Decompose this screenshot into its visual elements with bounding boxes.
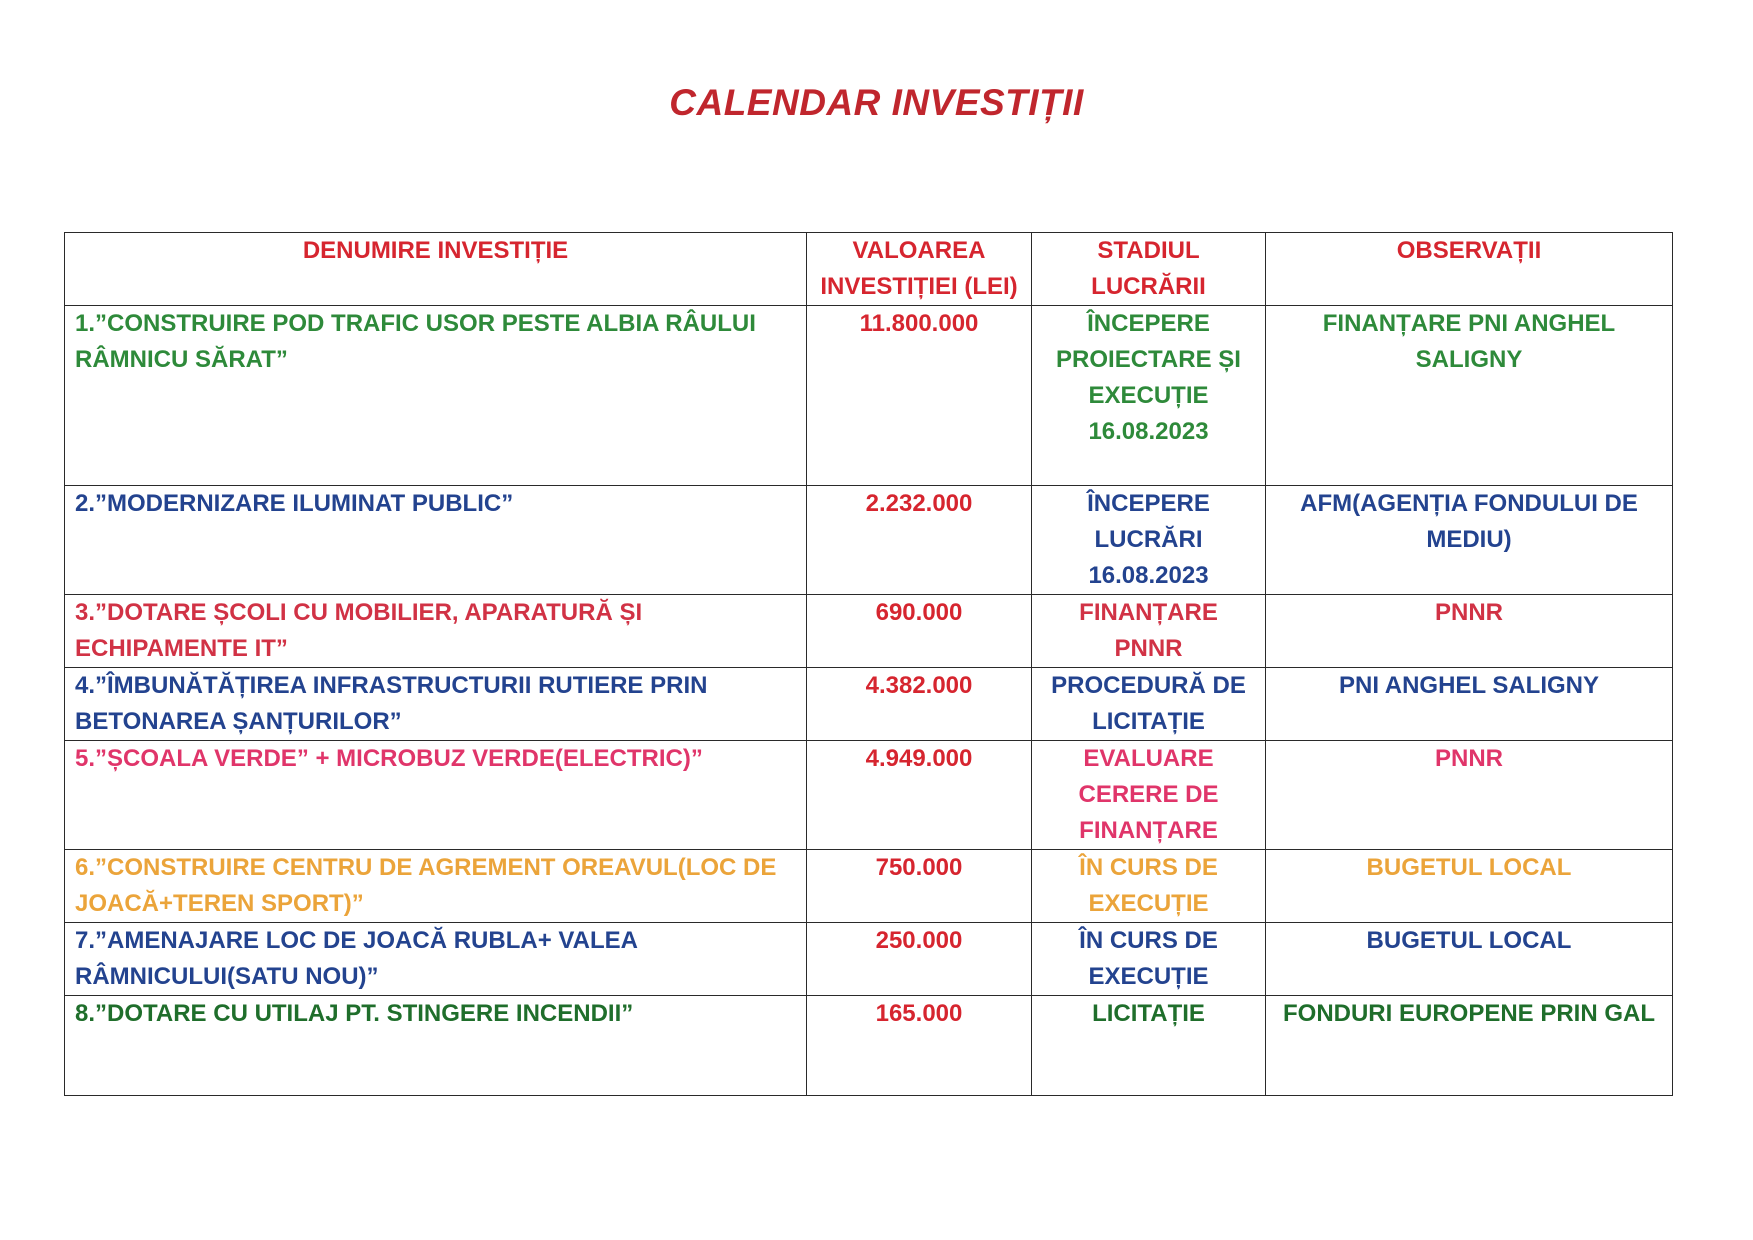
- investment-observations: PNNR: [1266, 741, 1673, 850]
- investment-name: 2.”MODERNIZARE ILUMINAT PUBLIC”: [65, 486, 807, 595]
- table-row: [65, 595, 1673, 668]
- table-row: [65, 741, 1673, 850]
- investment-observations: FONDURI EUROPENE PRIN GAL: [1266, 996, 1673, 1096]
- investment-observations: BUGETUL LOCAL: [1266, 850, 1673, 923]
- table-row: [65, 668, 1673, 741]
- header-value: VALOAREA INVESTIȚIEI (LEI): [807, 233, 1032, 306]
- investment-value: 250.000: [807, 923, 1032, 996]
- header-stage: STADIUL LUCRĂRII: [1032, 233, 1266, 306]
- investment-value: 4.382.000: [807, 668, 1032, 741]
- investment-observations: BUGETUL LOCAL: [1266, 923, 1673, 996]
- investment-name: 1.”CONSTRUIRE POD TRAFIC USOR PESTE ALBIA RÂULUI RÂMNICU SĂRAT”: [65, 306, 807, 486]
- investment-name: 5.”ȘCOALA VERDE” + MICROBUZ VERDE(ELECTRIC)”: [65, 741, 807, 850]
- page-title: CALENDAR INVESTIȚII: [669, 82, 1084, 123]
- investment-value: 750.000: [807, 850, 1032, 923]
- investment-observations: AFM(AGENȚIA FONDULUI DE MEDIU): [1266, 486, 1673, 595]
- investment-stage: ÎNCEPERE PROIECTARE ȘI EXECUȚIE 16.08.2023: [1032, 306, 1266, 486]
- table-row: [65, 486, 1673, 595]
- investment-name: 8.”DOTARE CU UTILAJ PT. STINGERE INCENDII”: [65, 996, 807, 1096]
- table-row: [65, 996, 1673, 1096]
- investment-observations: PNNR: [1266, 595, 1673, 668]
- investments-table: [64, 232, 1673, 1096]
- investment-observations: PNI ANGHEL SALIGNY: [1266, 668, 1673, 741]
- investment-stage: ÎN CURS DE EXECUȚIE: [1032, 923, 1266, 996]
- investment-stage: EVALUARE CERERE DE FINANȚARE: [1032, 741, 1266, 850]
- table-row: [65, 306, 1673, 486]
- investment-value: 2.232.000: [807, 486, 1032, 595]
- investment-stage: PROCEDURĂ DE LICITAȚIE: [1032, 668, 1266, 741]
- header-name: DENUMIRE INVESTIȚIE: [65, 233, 807, 306]
- investment-value: 690.000: [807, 595, 1032, 668]
- header-observations: OBSERVAȚII: [1266, 233, 1673, 306]
- table-row: [65, 850, 1673, 923]
- investment-name: 7.”AMENAJARE LOC DE JOACĂ RUBLA+ VALEA RÂMNICULUI(SATU NOU)”: [65, 923, 807, 996]
- investment-stage: ÎNCEPERE LUCRĂRI 16.08.2023: [1032, 486, 1266, 595]
- investment-stage: FINANȚARE PNNR: [1032, 595, 1266, 668]
- investment-value: 4.949.000: [807, 741, 1032, 850]
- investment-stage: LICITAȚIE: [1032, 996, 1266, 1096]
- investment-value: 11.800.000: [807, 306, 1032, 486]
- table-row: [65, 923, 1673, 996]
- investment-observations: FINANȚARE PNI ANGHEL SALIGNY: [1266, 306, 1673, 486]
- investment-name: 6.”CONSTRUIRE CENTRU DE AGREMENT OREAVUL(LOC DE JOACĂ+TEREN SPORT)”: [65, 850, 807, 923]
- investment-name: 3.”DOTARE ȘCOLI CU MOBILIER, APARATURĂ ȘI ECHIPAMENTE IT”: [65, 595, 807, 668]
- investment-name: 4.”ÎMBUNĂTĂȚIREA INFRASTRUCTURII RUTIERE PRIN BETONAREA ȘANȚURILOR”: [65, 668, 807, 741]
- investment-stage: ÎN CURS DE EXECUȚIE: [1032, 850, 1266, 923]
- investment-value: 165.000: [807, 996, 1032, 1096]
